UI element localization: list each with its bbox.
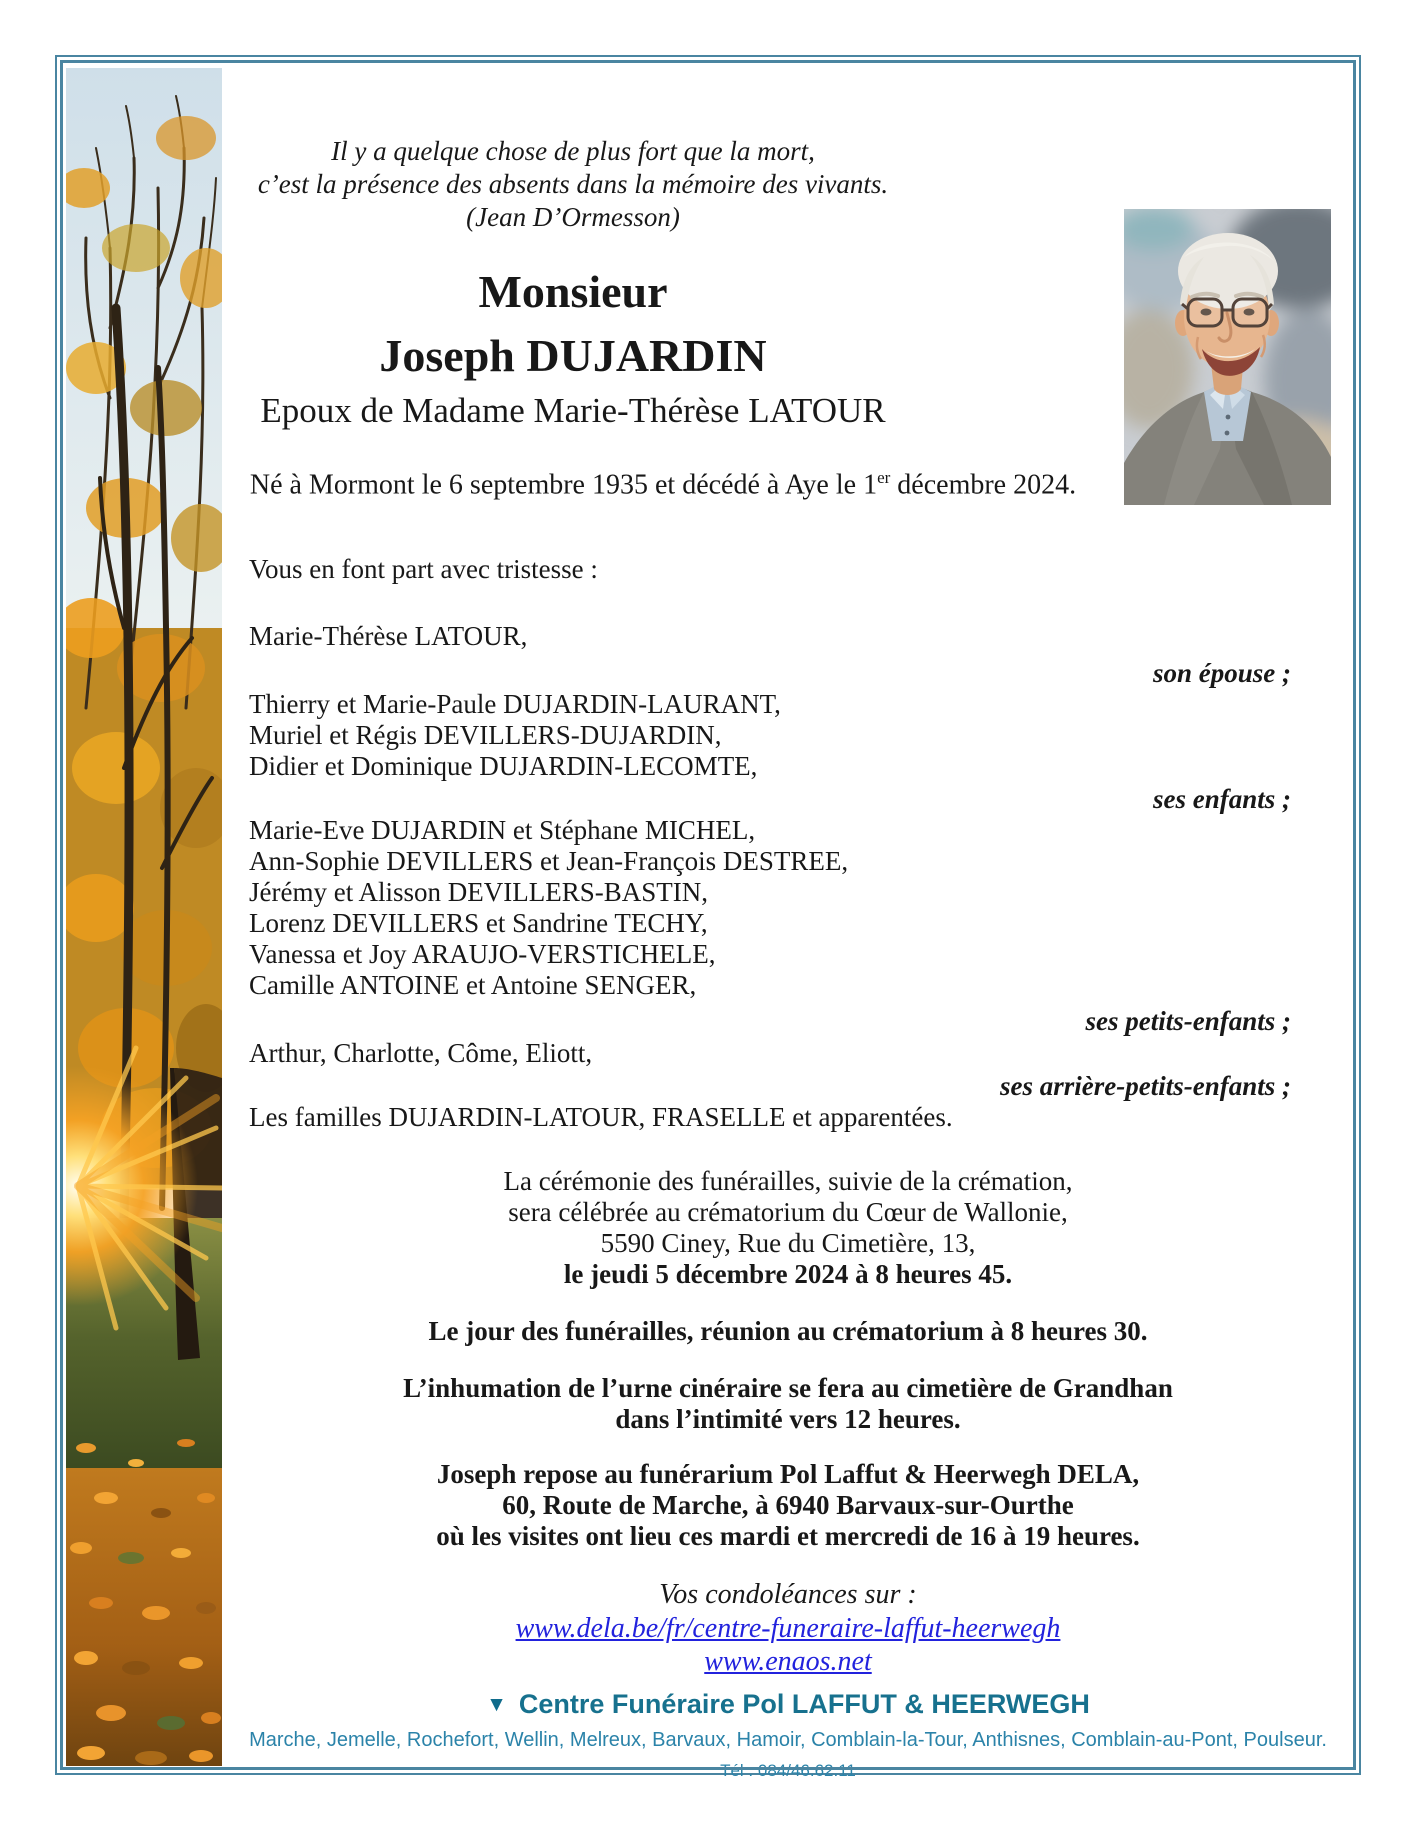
funeral-home-brand-line bbox=[225, 1689, 1351, 1720]
header bbox=[225, 135, 1351, 505]
funeral-date: le jeudi 5 décembre 2024 à 8 heures 45. bbox=[563, 1259, 1013, 1289]
role-grandchildren: ses petits-enfants ; bbox=[1085, 1006, 1291, 1036]
portrait-illustration bbox=[1124, 209, 1331, 505]
child-2: Didier et Dominique DUJARDIN-LECOMTE, bbox=[249, 751, 758, 781]
funeral-home-cities: Marche, Jemelle, Rochefort, Wellin, Melreux, Barvaux, Hamoir, Comblain-la-Tour, Anthisnes, Comblain-au-Pont, Poulseur. bbox=[249, 1729, 1327, 1751]
grandchild-4: Vanessa et Joy ARAUJO-VERSTICHELE, bbox=[249, 939, 716, 969]
role-children: ses enfants ; bbox=[1152, 784, 1291, 814]
grandchild-5: Camille ANTOINE et Antoine SENGER, bbox=[249, 970, 697, 1000]
title-monsieur: Monsieur bbox=[478, 266, 668, 317]
family-spouse: Marie-Thérèse LATOUR, bbox=[249, 621, 528, 651]
deceased-name: Joseph DUJARDIN bbox=[379, 330, 767, 381]
birth-death-suffix: décembre 2024. bbox=[890, 469, 1077, 501]
child-1: Muriel et Régis DEVILLERS-DUJARDIN, bbox=[249, 720, 722, 750]
announcement: Vous en font part avec tristesse : bbox=[249, 554, 598, 584]
families-line: Les familles DUJARDIN-LATOUR, FRASELLE et apparentées. bbox=[249, 1102, 953, 1132]
autumn-photo-illustration bbox=[66, 68, 222, 1766]
reunion-line: Le jour des funérailles, réunion au crématorium à 8 heures 30. bbox=[428, 1316, 1148, 1346]
funeral-home-phone: Tél : 084/46.62.11 bbox=[720, 1761, 856, 1780]
grandchild-0: Marie-Eve DUJARDIN et Stéphane MICHEL, bbox=[249, 815, 756, 845]
ceremony-line-2: sera célébrée au crématorium du Cœur de Wallonie, bbox=[508, 1197, 1068, 1227]
repose-line-1: Joseph repose au funérarium Pol Laffut & Heerwegh DELA, bbox=[436, 1459, 1140, 1489]
condolences-link-enaos[interactable]: www.enaos.net bbox=[704, 1646, 872, 1677]
child-0: Thierry et Marie-Paule DUJARDIN-LAURANT, bbox=[249, 689, 781, 719]
condolences-link-dela[interactable]: www.dela.be/fr/centre-funeraire-laffut-heerwegh bbox=[515, 1613, 1061, 1644]
birth-death-prefix: Né à Mormont le 6 septembre 1935 et décédé à Aye le 1 bbox=[249, 469, 878, 501]
autumn-photo bbox=[66, 68, 222, 1766]
grandchild-3: Lorenz DEVILLERS et Sandrine TECHY, bbox=[249, 908, 708, 938]
repose-line-2: 60, Route de Marche, à 6940 Barvaux-sur-Ourthe bbox=[502, 1490, 1074, 1520]
inhumation-line-2: dans l’intimité vers 12 heures. bbox=[615, 1404, 961, 1434]
birth-death-line bbox=[225, 462, 1101, 501]
repose-block bbox=[225, 1459, 1351, 1552]
triangle-down-icon: ▼ bbox=[486, 1693, 507, 1716]
inhumation-line-1: L’inhumation de l’urne cinéraire se fera au cimetière de Grandhan bbox=[403, 1373, 1173, 1403]
portrait-photo bbox=[1101, 135, 1351, 505]
decorative-border bbox=[55, 55, 1361, 1780]
grandchild-2: Jérémy et Alisson DEVILLERS-BASTIN, bbox=[249, 877, 708, 907]
quote-line-1: Il y a quelque chose de plus fort que la mort, bbox=[331, 136, 815, 166]
quote-line-2: c’est la présence des absents dans la mémoire des vivants. bbox=[257, 169, 889, 199]
great-grandchildren: Arthur, Charlotte, Côme, Eliott, bbox=[249, 1038, 593, 1068]
ceremony-line-3: 5590 Ciney, Rue du Cimetière, 13, bbox=[600, 1228, 976, 1258]
repose-line-3: où les visites ont lieu ces mardi et mercredi de 16 à 19 heures. bbox=[436, 1521, 1140, 1551]
condolences-label: Vos condoléances sur : bbox=[659, 1579, 917, 1610]
role-great-grandchildren: ses arrière-petits-enfants ; bbox=[1000, 1071, 1291, 1101]
quote-attribution: (Jean D’Ormesson) bbox=[466, 202, 680, 232]
ceremony-block bbox=[225, 1166, 1351, 1290]
inhumation-block bbox=[225, 1373, 1351, 1435]
birth-death-superscript: er bbox=[877, 468, 891, 487]
grandchild-1: Ann-Sophie DEVILLERS et Jean-François DESTREE, bbox=[249, 846, 849, 876]
spouse-of-line: Epoux de Madame Marie-Thérèse LATOUR bbox=[260, 391, 886, 430]
quote bbox=[225, 135, 921, 234]
funeral-home-brand: Centre Funéraire Pol LAFFUT & HEERWEGH bbox=[518, 1689, 1090, 1719]
ceremony-line-1: La cérémonie des funérailles, suivie de la crémation, bbox=[503, 1166, 1073, 1196]
role-spouse: son épouse ; bbox=[1152, 658, 1291, 688]
